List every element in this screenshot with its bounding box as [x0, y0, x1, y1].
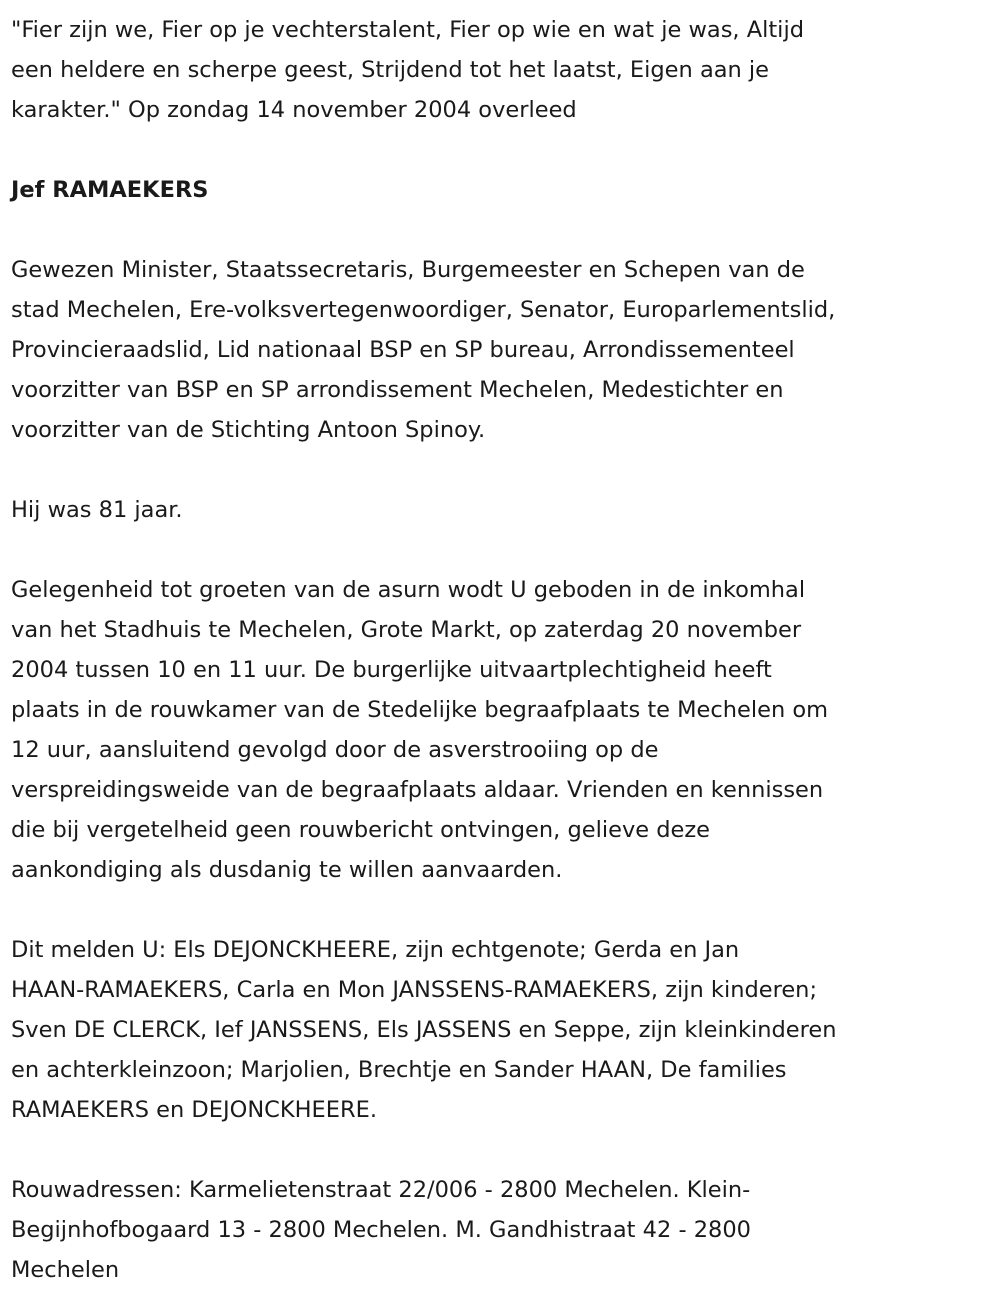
intro-paragraph: [11, 10, 1000, 130]
age-paragraph: [11, 490, 1000, 530]
text-line: karakter." Op zondag 14 november 2004 overleed: [11, 97, 577, 123]
text-line: verspreidingsweide van de begraafplaats aldaar. Vrienden en kennissen: [11, 777, 824, 803]
text-line: een heldere en scherpe geest, Strijdend tot het laatst, Eigen aan je: [11, 57, 770, 83]
text-line: Gewezen Minister, Staatssecretaris, Burgemeester en Schepen van de: [11, 257, 805, 283]
text-line: RAMAEKERS en DEJONCKHEERE.: [11, 1097, 377, 1123]
text-line: en achterkleinzoon; Marjolien, Brechtje en Sander HAAN, De families: [11, 1057, 787, 1083]
text-line: "Fier zijn we, Fier op je vechterstalent, Fier op wie en wat je was, Altijd: [11, 17, 804, 43]
text-line: aankondiging als dusdanig te willen aanvaarden.: [11, 857, 563, 883]
name-line: Jef RAMAEKERS: [11, 177, 209, 203]
text-line: voorzitter van de Stichting Antoon Spinoy.: [11, 417, 486, 443]
text-line: Rouwadressen: Karmelietenstraat 22/006 - 2800 Mechelen. Klein-: [11, 1177, 751, 1203]
text-line: Begijnhofbogaard 13 - 2800 Mechelen. M. Gandhistraat 42 - 2800: [11, 1217, 751, 1243]
text-line: voorzitter van BSP en SP arrondissement Mechelen, Medestichter en: [11, 377, 784, 403]
deceased-name: [11, 170, 1000, 210]
text-line: van het Stadhuis te Mechelen, Grote Markt, op zaterdag 20 november: [11, 617, 802, 643]
functions-paragraph: [11, 250, 1000, 450]
text-line: die bij vergetelheid geen rouwbericht ontvingen, gelieve deze: [11, 817, 711, 843]
text-line: Mechelen: [11, 1257, 120, 1283]
text-line: Gelegenheid tot groeten van de asurn wodt U geboden in de inkomhal: [11, 577, 806, 603]
text-line: 2004 tussen 10 en 11 uur. De burgerlijke uitvaartplechtigheid heeft: [11, 657, 772, 683]
addresses-paragraph: [11, 1170, 1000, 1290]
ceremony-paragraph: [11, 570, 1000, 890]
text-line: HAAN-RAMAEKERS, Carla en Mon JANSSENS-RAMAEKERS, zijn kinderen;: [11, 977, 818, 1003]
text-line: Dit melden U: Els DEJONCKHEERE, zijn echtgenote; Gerda en Jan: [11, 937, 740, 963]
text-line: plaats in de rouwkamer van de Stedelijke begraafplaats te Mechelen om: [11, 697, 829, 723]
text-line: stad Mechelen, Ere-volksvertegenwoordiger, Senator, Europarlementslid,: [11, 297, 836, 323]
text-line: 12 uur, aansluitend gevolgd door de asverstrooiing op de: [11, 737, 659, 763]
text-line: Sven DE CLERCK, Ief JANSSENS, Els JASSENS en Seppe, zijn kleinkinderen: [11, 1017, 837, 1043]
text-line: Provincieraadslid, Lid nationaal BSP en SP bureau, Arrondissementeel: [11, 337, 795, 363]
text-line: Hij was 81 jaar.: [11, 497, 183, 523]
family-paragraph: [11, 930, 1000, 1130]
